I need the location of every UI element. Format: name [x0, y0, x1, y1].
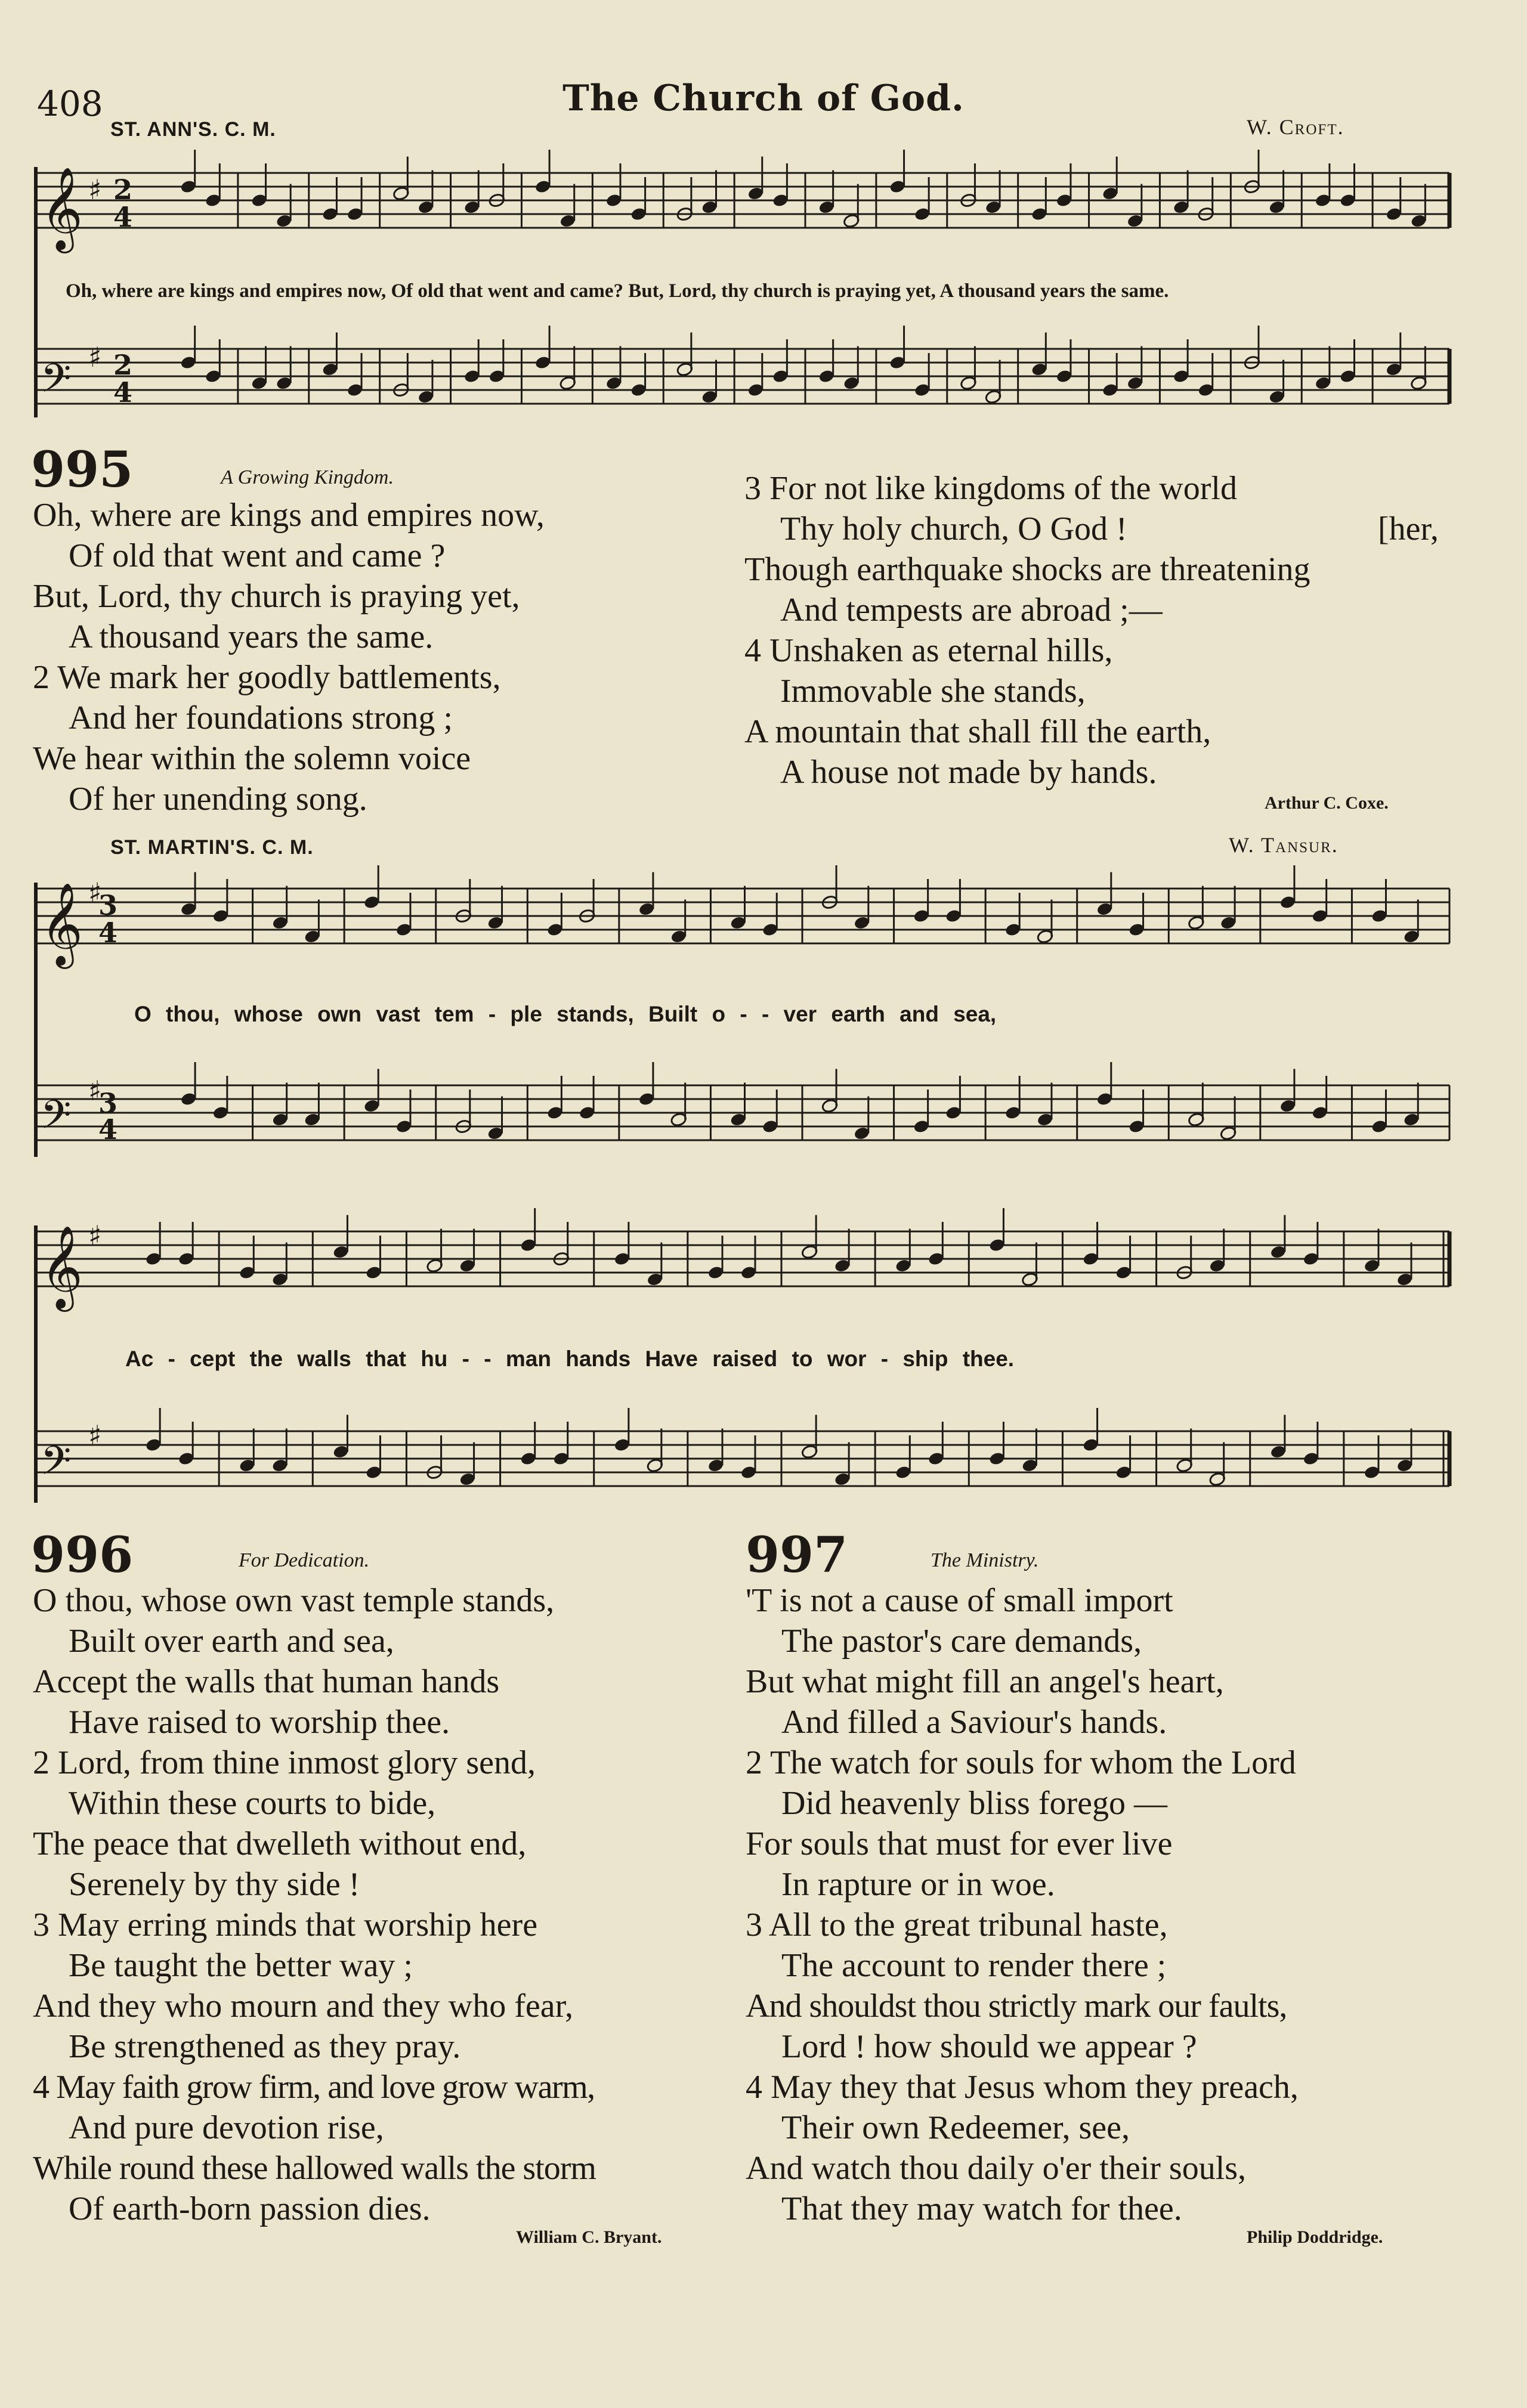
verse-line: And her foundations strong ; [69, 700, 453, 736]
composer-tansur: W. Tansur. [1229, 833, 1339, 857]
verse-line: Of old that went and came ? [69, 537, 446, 574]
verse-line: 2 The watch for souls for whom the Lord [746, 1744, 1296, 1781]
tune-lyric-st-anns: Oh, where are kings and empires now, Of old that went and came? But, Lord, thy church is praying yet, A thousand years the same. [66, 280, 1169, 302]
svg-text:2: 2 [113, 174, 133, 206]
verse-line: And pure devotion rise, [69, 2109, 384, 2146]
verse-line: 3 All to the great tribunal haste, [746, 1906, 1168, 1943]
svg-text:4: 4 [113, 376, 133, 408]
verse-line: And they who mourn and they who fear, [33, 1988, 573, 2025]
hymn-topic-997: The Ministry. [931, 1549, 1039, 1571]
verse-line: 4 May they that Jesus whom they preach, [746, 2069, 1299, 2106]
verse-line: We hear within the solemn voice [33, 740, 471, 777]
treble-clef-icon: 𝄞 [41, 1225, 83, 1308]
verse-line: 3 May erring minds that worship here [33, 1906, 538, 1943]
staff-st-martins-1-bass [36, 1085, 1449, 1140]
hymn-number-995: 995 [31, 441, 134, 499]
svg-text:4: 4 [113, 201, 133, 233]
page-number: 408 [37, 83, 103, 124]
hymn-topic-995: A Growing Kingdom. [221, 466, 394, 488]
verse-line: A house not made by hands. [780, 754, 1157, 791]
verse-line: 2 We mark her goodly battlements, [33, 659, 501, 696]
verse-line: Within these courts to bide, [69, 1785, 436, 1822]
bass-clef-icon: 𝄢 [41, 1438, 72, 1493]
staff-st-martins-1-treble [36, 889, 1449, 943]
verse-line: O thou, whose own vast temple stands, [33, 1582, 555, 1619]
page-header: The Church of God. [562, 78, 965, 119]
verse-line: And shouldst thou strictly mark our faults, [746, 1988, 1287, 2025]
svg-text:2: 2 [113, 349, 133, 381]
tune-lyric-st-martins-line1: O thou, whose own vast tem - ple stands, Built o - - ver earth and sea, [134, 1002, 997, 1026]
verse-line: And tempests are abroad ;— [780, 592, 1163, 629]
verse-line: The peace that dwelleth without end, [33, 1825, 527, 1862]
verse-line: Serenely by thy side ! [69, 1866, 360, 1903]
verse-line: That they may watch for thee. [781, 2190, 1182, 2227]
verse-line: Did heavenly bliss forego — [781, 1785, 1167, 1822]
key-sharp-icon: ♯ [88, 877, 102, 909]
verse-overflow-word: [her, [1378, 510, 1439, 547]
composer-croft: W. Croft. [1247, 115, 1344, 139]
verse-line: A thousand years the same. [69, 618, 434, 655]
staff-st-anns-treble [36, 173, 1449, 228]
verse-line: The pastor's care demands, [781, 1623, 1142, 1660]
tune-name-st-martins: ST. MARTIN'S. C. M. [110, 836, 314, 859]
verse-line: Built over earth and sea, [69, 1623, 394, 1660]
verse-line: 3 For not like kingdoms of the world [744, 470, 1237, 507]
verse-line: Be taught the better way ; [69, 1947, 413, 1984]
hymn-995-left-column [33, 495, 545, 819]
staff-st-anns-bass [36, 349, 1449, 404]
hymn-number-996: 996 [31, 1527, 134, 1584]
hymn-topic-996: For Dedication. [239, 1549, 370, 1571]
author-coxe: Arthur C. Coxe. [1265, 793, 1389, 813]
verse-line: While round these hallowed walls the storm [33, 2150, 596, 2187]
staff-st-martins-2-bass [36, 1431, 1449, 1486]
author-bryant: William C. Bryant. [516, 2227, 662, 2247]
verse-line: Accept the walls that human hands [33, 1663, 500, 1700]
verse-line: For souls that must for ever live [746, 1825, 1173, 1862]
tune-name-st-anns: ST. ANN'S. C. M. [110, 118, 276, 141]
verse-line: Though earthquake shocks are threatening [744, 551, 1310, 588]
verse-line: Have raised to worship thee. [69, 1704, 450, 1741]
verse-line: But, Lord, thy church is praying yet, [33, 578, 520, 615]
author-doddridge: Philip Doddridge. [1247, 2227, 1383, 2247]
treble-clef-icon: 𝄞 [41, 167, 83, 250]
verse-line: Of her unending song. [69, 781, 367, 818]
hymn-995-right-column [744, 468, 1310, 793]
bass-clef-icon: 𝄢 [41, 1092, 72, 1147]
key-sharp-icon: ♯ [88, 1220, 102, 1252]
verse-line: A mountain that shall fill the earth, [744, 713, 1211, 750]
verse-line: Be strengthened as they pray. [69, 2028, 461, 2065]
verse-line: The account to render there ; [781, 1947, 1167, 1984]
verse-line: Oh, where are kings and empires now, [33, 497, 545, 534]
hymn-997-column [746, 1580, 1299, 2229]
verse-line: Immovable she stands, [780, 673, 1086, 710]
verse-line: Their own Redeemer, see, [781, 2109, 1130, 2146]
key-sharp-icon: ♯ [88, 341, 102, 373]
hymn-996-column [33, 1580, 596, 2229]
verse-line: But what might fill an angel's heart, [746, 1663, 1224, 1700]
tune-lyric-st-martins-line2: Ac - cept the walls that hu - - man hands Have raised to wor - ship thee. [125, 1347, 1015, 1371]
verse-line: 2 Lord, from thine inmost glory send, [33, 1744, 536, 1781]
verse-line: 'T is not a cause of small import [746, 1582, 1173, 1619]
verse-line: Thy holy church, O God ! [780, 510, 1127, 547]
verse-line: In rapture or in woe. [781, 1866, 1055, 1903]
key-sharp-icon: ♯ [88, 1419, 102, 1451]
staff-st-martins-2-treble [36, 1231, 1449, 1286]
verse-line: 4 May faith grow firm, and love grow warm, [33, 2069, 595, 2106]
verse-line: 4 Unshaken as eternal hills, [744, 632, 1113, 669]
verse-line: Of earth-born passion dies. [69, 2190, 431, 2227]
svg-text:3: 3 [98, 1087, 118, 1119]
verse-line: And filled a Saviour's hands. [781, 1704, 1167, 1741]
verse-line: Lord ! how should we appear ? [781, 2028, 1197, 2065]
key-sharp-icon: ♯ [88, 174, 102, 206]
bass-clef-icon: 𝄢 [41, 355, 72, 411]
hymn-number-997: 997 [746, 1527, 848, 1584]
verse-line: And watch thou daily o'er their souls, [746, 2150, 1247, 2187]
treble-clef-icon: 𝄞 [41, 883, 83, 965]
svg-text:4: 4 [98, 1113, 118, 1146]
svg-text:4: 4 [98, 917, 118, 949]
svg-text:3: 3 [98, 889, 118, 921]
key-sharp-icon: ♯ [88, 1075, 102, 1107]
